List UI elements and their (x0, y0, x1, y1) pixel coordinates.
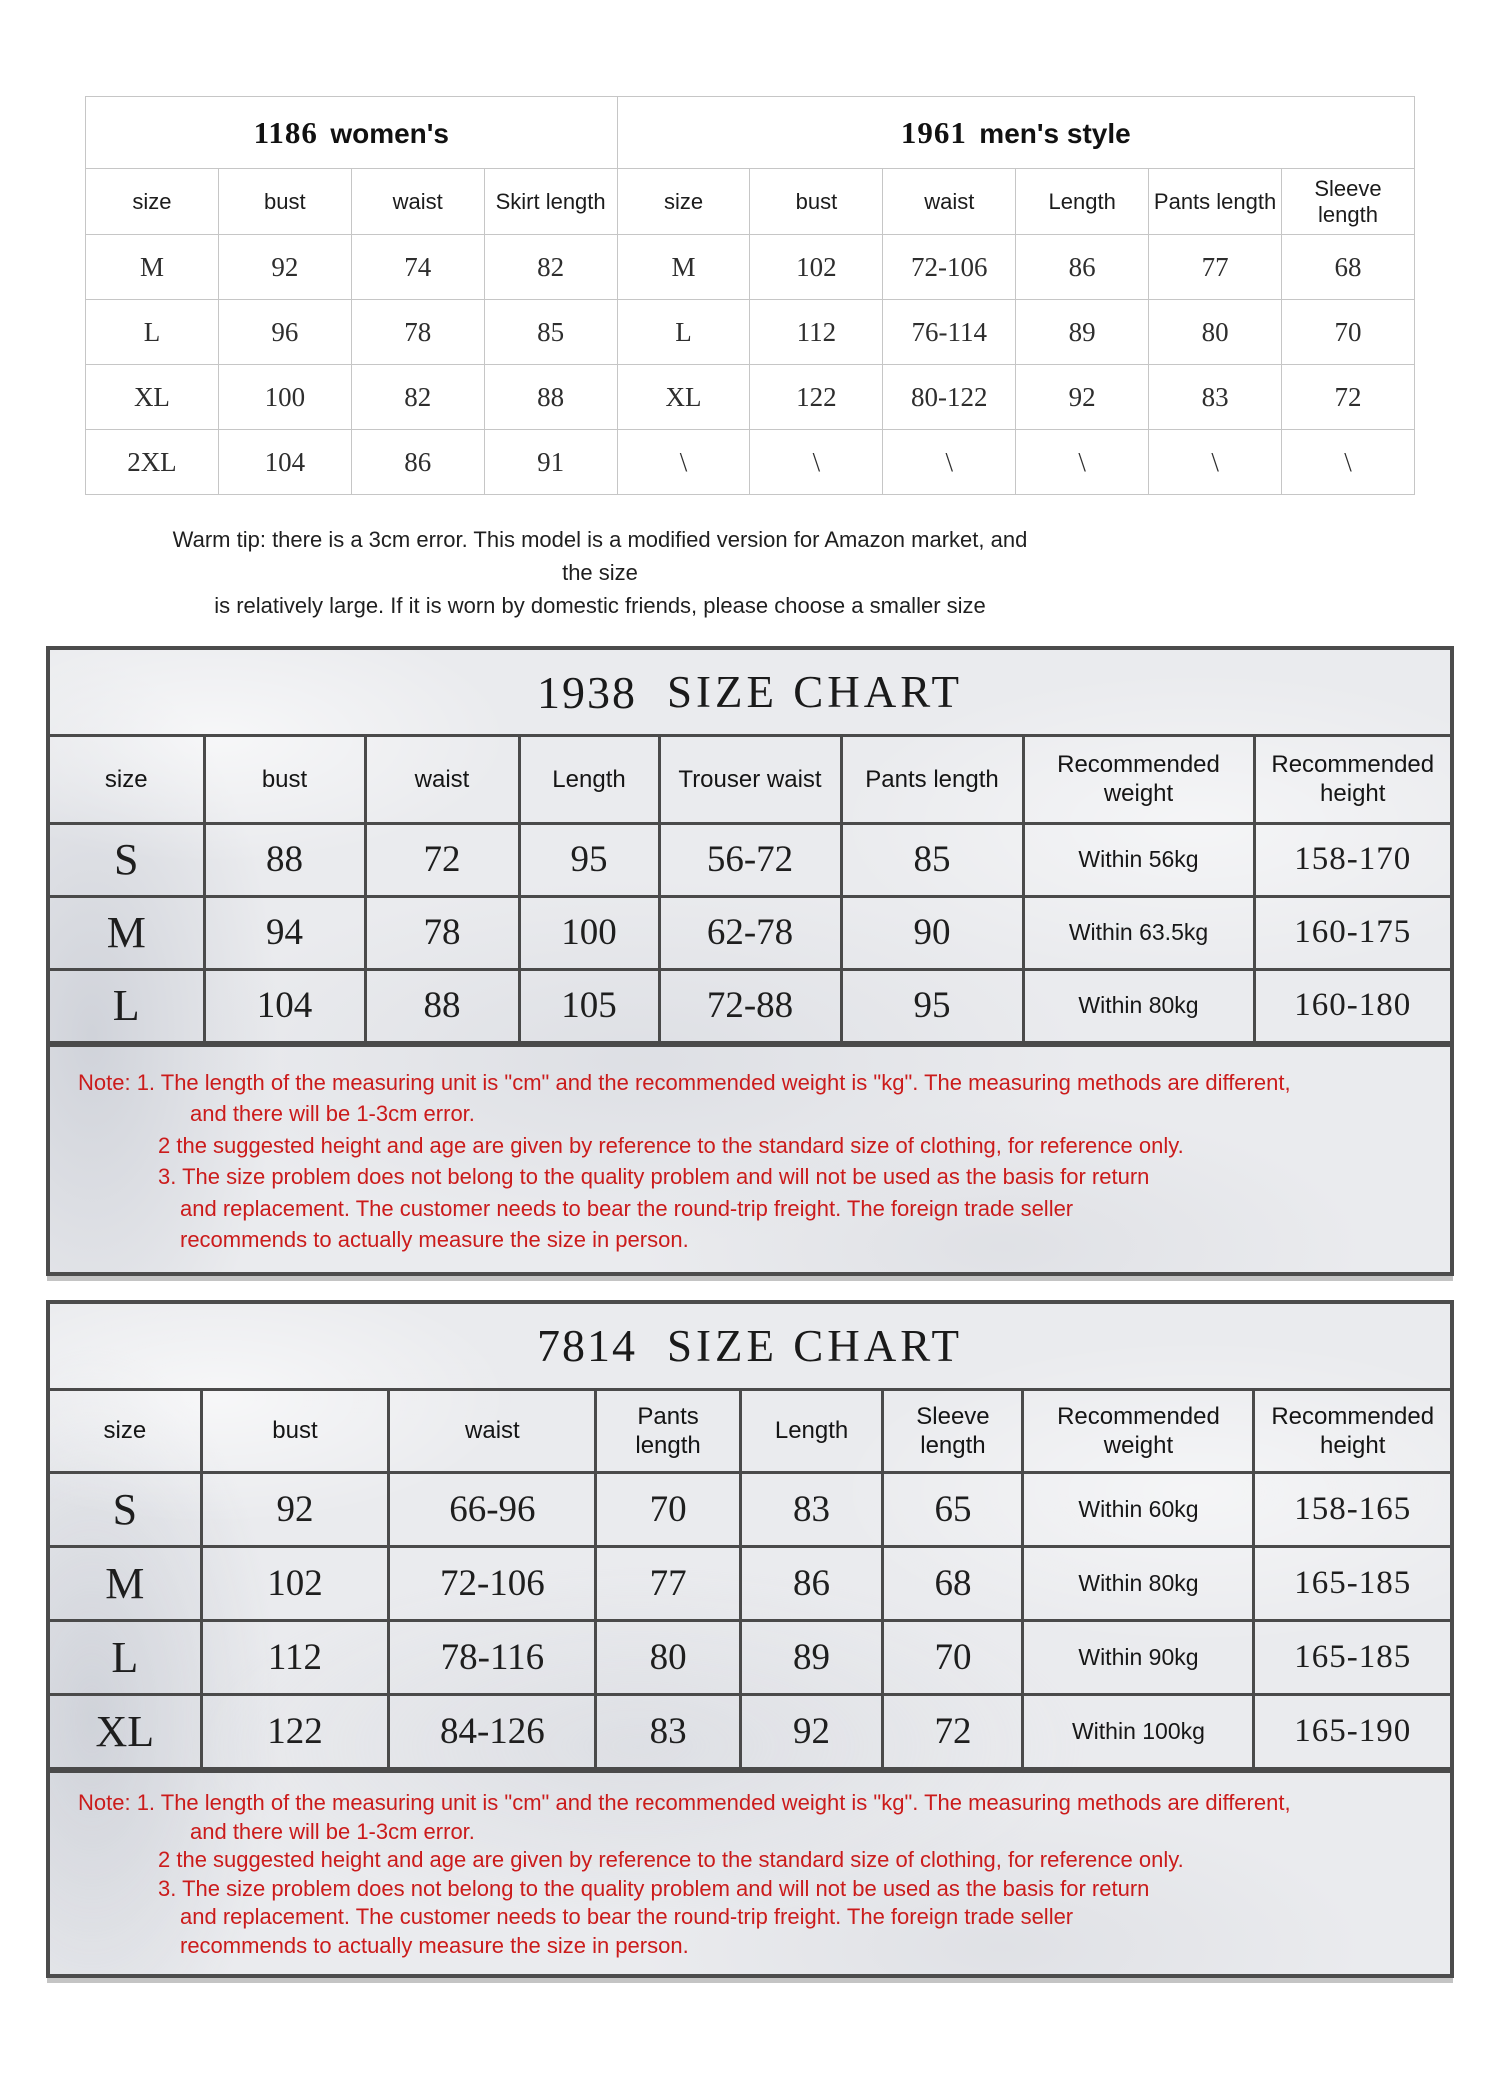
cell: Within 90kg (1023, 1621, 1254, 1695)
note-line: and there will be 1-3cm error. (190, 1101, 475, 1126)
cell: 86 (351, 430, 484, 495)
mens-group-header (617, 97, 1414, 169)
cell: 158-170 (1254, 823, 1450, 896)
size-table-body (50, 1473, 1450, 1769)
column-header: Length (740, 1391, 883, 1473)
cell: 72-106 (883, 235, 1016, 300)
table-row (86, 430, 1415, 495)
column-header: Recommended weight (1023, 1391, 1254, 1473)
cell: 96 (218, 300, 351, 365)
cell: 89 (740, 1621, 883, 1695)
size-chart-box-7814 (46, 1300, 1454, 1979)
chart-title-text: SIZE CHART (666, 1320, 964, 1371)
cell: 112 (750, 300, 883, 365)
cell: 70 (1282, 300, 1415, 365)
cell: \ (1016, 430, 1149, 495)
chart-title-1938 (50, 650, 1450, 737)
cell: 122 (750, 365, 883, 430)
cell: 86 (740, 1547, 883, 1621)
womens-mens-size-table (85, 96, 1415, 495)
cell: 70 (596, 1473, 740, 1547)
column-header: Sleeve length (1282, 169, 1415, 235)
column-header: Trouser waist (659, 737, 841, 823)
column-header: Recommended weight (1023, 737, 1254, 823)
cell: 72-88 (659, 969, 841, 1042)
note-line: 2 the suggested height and age are given by reference to the standard size of clothing, for reference only. (158, 1847, 1184, 1872)
group-header-row (86, 97, 1415, 169)
column-header: Pants length (1149, 169, 1282, 235)
cell: 100 (218, 365, 351, 430)
cell: 165-190 (1254, 1695, 1450, 1769)
column-header: waist (365, 737, 519, 823)
column-header: bust (218, 169, 351, 235)
cell: 112 (201, 1621, 389, 1695)
column-header: bust (750, 169, 883, 235)
cell: M (50, 1547, 201, 1621)
note-line: and replacement. The customer needs to bear the round-trip freight. The foreign trade seller (180, 1904, 1074, 1929)
cell: 122 (201, 1695, 389, 1769)
column-header: Sleeve length (883, 1391, 1023, 1473)
cell: \ (883, 430, 1016, 495)
cell: S (50, 1473, 201, 1547)
table-row (50, 823, 1450, 896)
cell: L (50, 969, 204, 1042)
cell: 165-185 (1254, 1547, 1450, 1621)
cell: 77 (1149, 235, 1282, 300)
cell: XL (50, 1695, 201, 1769)
cell: M (617, 235, 750, 300)
column-header-row (86, 169, 1415, 235)
column-header: bust (204, 737, 365, 823)
note-line: and replacement. The customer needs to bear the round-trip freight. The foreign trade seller (180, 1195, 1074, 1221)
cell: Within 56kg (1023, 823, 1254, 896)
cell: 72 (365, 823, 519, 896)
cell: 78-116 (389, 1621, 596, 1695)
cell: 72 (1282, 365, 1415, 430)
cell: 160-180 (1254, 969, 1450, 1042)
table-row (50, 969, 1450, 1042)
cell: Within 100kg (1023, 1695, 1254, 1769)
cell: 68 (883, 1547, 1023, 1621)
note-line: Note: 1. The length of the measuring unit is "cm" and the recommended weight is "kg". The measuring methods are different, (78, 1069, 1291, 1095)
size-chart-box-1938 (46, 646, 1454, 1276)
warm-tip-line: Warm tip: there is a 3cm error. This model is a modified version for Amazon market, and the size (172, 527, 1028, 585)
chart-title-7814 (50, 1304, 1450, 1391)
cell: 65 (883, 1473, 1023, 1547)
cell: 94 (204, 896, 365, 969)
cell: 95 (519, 823, 659, 896)
style-code-1938: 1938 (536, 666, 637, 718)
note-7814 (50, 1770, 1450, 1974)
cell: 76-114 (883, 300, 1016, 365)
size-table-7814 (50, 1391, 1450, 1771)
cell: 88 (365, 969, 519, 1042)
cell: M (86, 235, 219, 300)
table-row (50, 1621, 1450, 1695)
column-header: waist (883, 169, 1016, 235)
column-header: Recommended height (1254, 737, 1450, 823)
cell: 95 (841, 969, 1023, 1042)
cell: 158-165 (1254, 1473, 1450, 1547)
cell: S (50, 823, 204, 896)
column-header: size (86, 169, 219, 235)
column-header: Length (1016, 169, 1149, 235)
cell: L (50, 1621, 201, 1695)
cell: \ (1149, 430, 1282, 495)
cell: 82 (351, 365, 484, 430)
cell: 2XL (86, 430, 219, 495)
table-row (50, 896, 1450, 969)
cell: 160-175 (1254, 896, 1450, 969)
cell: 104 (218, 430, 351, 495)
note-line: recommends to actually measure the size in person. (180, 1932, 689, 1958)
cell: XL (617, 365, 750, 430)
womens-group-header (86, 97, 618, 169)
column-header: size (617, 169, 750, 235)
note-line: 2 the suggested height and age are given by reference to the standard size of clothing, for reference only. (158, 1132, 1184, 1158)
cell: 83 (740, 1473, 883, 1547)
cell: 165-185 (1254, 1621, 1450, 1695)
note-line: Note: 1. The length of the measuring unit is "cm" and the recommended weight is "kg". The measuring methods are different, (78, 1790, 1291, 1815)
cell: Within 80kg (1023, 1547, 1254, 1621)
chart-title-text: SIZE CHART (666, 667, 964, 717)
note-line: and there will be 1-3cm error. (190, 1818, 475, 1844)
table-row (50, 1695, 1450, 1769)
style-code-7814: 7814 (536, 1320, 637, 1371)
cell: 90 (841, 896, 1023, 969)
cell: 83 (596, 1695, 740, 1769)
cell: 89 (1016, 300, 1149, 365)
table-row (50, 1473, 1450, 1547)
mens-style-code: 1961 (900, 114, 967, 150)
column-header: Skirt length (484, 169, 617, 235)
cell: Within 63.5kg (1023, 896, 1254, 969)
cell: \ (1282, 430, 1415, 495)
column-header: Pants length (841, 737, 1023, 823)
cell: 102 (750, 235, 883, 300)
note-line: recommends to actually measure the size in person. (180, 1227, 689, 1252)
cell: 88 (204, 823, 365, 896)
cell: 85 (484, 300, 617, 365)
column-header: bust (201, 1391, 389, 1473)
column-header: size (50, 737, 204, 823)
table-row (86, 235, 1415, 300)
cell: 56-72 (659, 823, 841, 896)
cell: 92 (740, 1695, 883, 1769)
cell: M (50, 896, 204, 969)
table-row (86, 300, 1415, 365)
column-header: waist (351, 169, 484, 235)
cell: 77 (596, 1547, 740, 1621)
warm-tip-line: is relatively large. If it is worn by domestic friends, please choose a smaller size (214, 593, 986, 618)
note-line: 3. The size problem does not belong to the quality problem and will not be used as the basis for return (158, 1875, 1150, 1901)
cell: 66-96 (389, 1473, 596, 1547)
cell: 78 (351, 300, 484, 365)
cell: 83 (1149, 365, 1282, 430)
table-row (86, 365, 1415, 430)
cell: 62-78 (659, 896, 841, 969)
cell: 68 (1282, 235, 1415, 300)
cell: 85 (841, 823, 1023, 896)
column-header-row (50, 1391, 1450, 1473)
cell: 72 (883, 1695, 1023, 1769)
cell: 72-106 (389, 1547, 596, 1621)
cell: 102 (201, 1547, 389, 1621)
cell: XL (86, 365, 219, 430)
warm-tip (160, 523, 1040, 622)
mens-group-label: men's style (979, 117, 1131, 149)
cell: 88 (484, 365, 617, 430)
cell: 92 (201, 1473, 389, 1547)
cell: L (86, 300, 219, 365)
size-chart-page (0, 96, 1500, 1978)
cell: 80 (1149, 300, 1282, 365)
cell: \ (750, 430, 883, 495)
column-header: Length (519, 737, 659, 823)
cell: \ (617, 430, 750, 495)
cell: Within 60kg (1023, 1473, 1254, 1547)
column-header: Recommended height (1254, 1391, 1450, 1473)
column-header: size (50, 1391, 201, 1473)
cell: Within 80kg (1023, 969, 1254, 1042)
cell: 78 (365, 896, 519, 969)
cell: 70 (883, 1621, 1023, 1695)
cell: 86 (1016, 235, 1149, 300)
cell: 80 (596, 1621, 740, 1695)
table-row (50, 1547, 1450, 1621)
cell: 92 (218, 235, 351, 300)
size-table-body (50, 823, 1450, 1042)
cell: 84-126 (389, 1695, 596, 1769)
size-table-body (86, 235, 1415, 495)
size-table-1938 (50, 737, 1450, 1044)
column-header: Pants length (596, 1391, 740, 1473)
cell: 80-122 (883, 365, 1016, 430)
cell: 105 (519, 969, 659, 1042)
cell: 104 (204, 969, 365, 1042)
cell: 82 (484, 235, 617, 300)
column-header-row (50, 737, 1450, 823)
note-1938 (50, 1044, 1450, 1272)
womens-group-label: women's (330, 117, 449, 149)
cell: L (617, 300, 750, 365)
note-line: 3. The size problem does not belong to the quality problem and will not be used as the basis for return (158, 1164, 1150, 1189)
cell: 92 (1016, 365, 1149, 430)
cell: 91 (484, 430, 617, 495)
cell: 74 (351, 235, 484, 300)
cell: 100 (519, 896, 659, 969)
column-header: waist (389, 1391, 596, 1473)
womens-style-code: 1186 (253, 114, 318, 150)
